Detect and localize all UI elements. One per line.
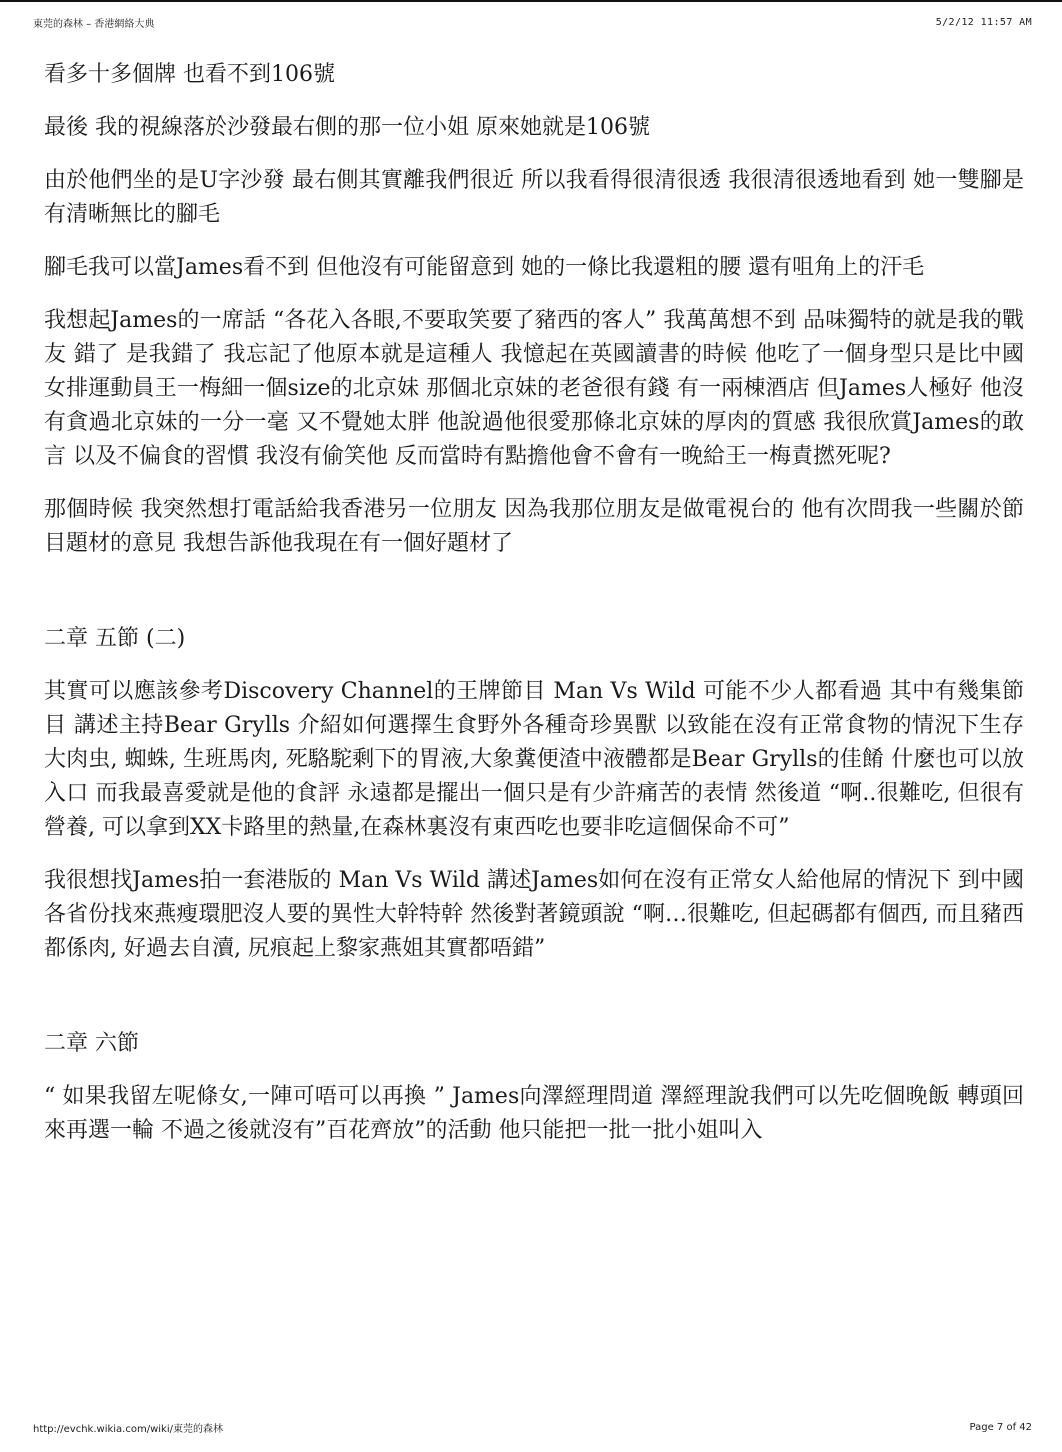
print-timestamp: 5/2/12 11:57 AM bbox=[935, 16, 1032, 28]
paragraph: “ 如果我留左呢條女,一陣可唔可以再換 ” James向澤經理問道 澤經理說我們可以先吃個晚飯 轉頭回來再選一輪 不過之後就沒有”百花齊放”的活動 他只能把一批一批小姐叫入 bbox=[44, 1084, 1024, 1143]
print-footer bbox=[33, 1419, 1032, 1435]
paragraph: 我很想找James拍一套港版的 Man Vs Wild 講述James如何在沒有正常女人給他屌的情況下 到中國各省份找來燕瘦環肥沒人要的異性大幹特幹 然後對著鏡頭說 “啊…很難吃, 但起碼都有個西, 而且豬西都係肉, 好過去自瀆, 尻痕起上黎家燕姐其實都唔錯” bbox=[44, 868, 1024, 961]
page-url: http://evchk.wikia.com/wiki/東莞的森林 bbox=[33, 1423, 223, 1435]
section-spacer bbox=[44, 985, 1024, 1027]
page-title: 東莞的森林 – 香港網絡大典 bbox=[33, 18, 155, 30]
paragraph: 那個時候 我突然想打電話給我香港另一位朋友 因為我那位朋友是做電視台的 他有次問我一些關於節目題材的意見 我想告訴他我現在有一個好題材了 bbox=[44, 497, 1024, 556]
paragraph: 腳毛我可以當James看不到 但他沒有可能留意到 她的一條比我還粗的腰 還有咀角上的汗毛 bbox=[44, 255, 925, 280]
paragraph: 最後 我的視線落於沙發最右側的那一位小姐 原來她就是106號 bbox=[44, 115, 650, 140]
top-rule bbox=[0, 0, 1062, 2]
page-number: Page 7 of 42 bbox=[969, 1421, 1032, 1433]
paragraph: 其實可以應該參考Discovery Channel的王牌節目 Man Vs Wild 可能不少人都看過 其中有幾集節目 講述主持Bear Grylls 介紹如何選擇生食野外各種奇珍異獸 以致能在沒有正常食物的情況下生存 大肉虫, 蜘蛛, 生班馬肉, 死駱駝剩下的胃液,大象糞便渣中液體都是Bear Grylls的佳餚 什麼也可以放入口 而我最喜愛就是他的食評 永遠都是擺出一個只是有少許痛苦的表情 然後道 “啊..很難吃, 但很有營養, 可以拿到XX卡路里的熱量,在森林裏沒有東西吃也要非吃這個保命不可” bbox=[44, 679, 1024, 840]
paragraph: 看多十多個牌 也看不到106號 bbox=[44, 62, 335, 87]
section-heading: 二章 六節 bbox=[44, 1031, 139, 1056]
section-spacer bbox=[44, 580, 1024, 622]
print-header bbox=[33, 14, 1032, 30]
section-heading: 二章 五節 (二) bbox=[44, 626, 186, 651]
article-body bbox=[44, 58, 1024, 1167]
paragraph: 我想起James的一席話 “各花入各眼,不要取笑要了豬西的客人” 我萬萬想不到 品味獨特的就是我的戰友 錯了 是我錯了 我忘記了他原本就是這種人 我憶起在英國讀書的時候 他吃了一個身型只是比中國女排運動員王一梅細一個size的北京妹 那個北京妹的老爸很有錢 有一兩棟酒店 但James人極好 他沒有貪過北京妹的一分一毫 又不覺她太胖 他說過他很愛那條北京妹的厚肉的質感 我很欣賞James的敢言 以及不偏食的習慣 我沒有偷笑他 反而當時有點擔他會不會有一晚給王一梅責撚死呢? bbox=[44, 308, 1024, 469]
paragraph: 由於他們坐的是U字沙發 最右側其實離我們很近 所以我看得很清很透 我很清很透地看到 她一雙腳是有清晰無比的腳毛 bbox=[44, 168, 1024, 227]
